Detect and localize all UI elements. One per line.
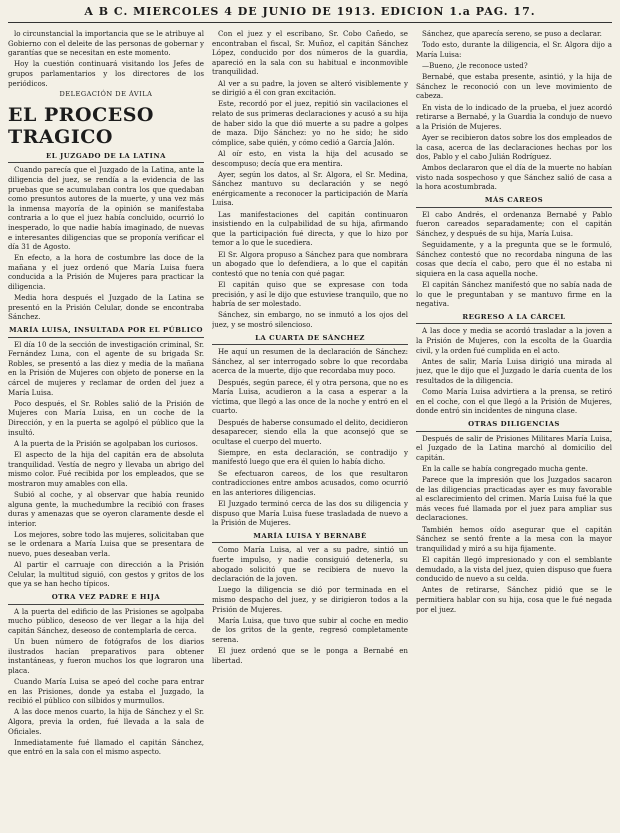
paragraph: Después de haberse consumado el delito, decidieron desaparecer, siendo ella la que aconsejó que se ocultase el cuerpo del muerto. — [212, 417, 408, 446]
paragraph: El día 10 de la sección de investigación criminal, Sr. Fernández Luna, con el agente de su brigada Sr. Robles, se presentó a las diez y media de la mañana en la Prisión de Mujeres con objeto de ponerse en la cárcel de mujeres y reclamar de orden del juez a María Luisa. — [8, 339, 204, 397]
paragraph: El juez ordenó que se le ponga a Bernabé en libertad. — [212, 646, 408, 665]
paragraph: Como María Luisa, al ver a su padre, sintió un fuerte impulso, y nadie consiguió detenerla, su abogado solicitó que se recibiera de nuevo la declaración de la joven. — [212, 545, 408, 584]
paragraph: Antes de retirarse, Sánchez pidió que se le permitiera hablar con su hija, cosa que le fué negada por el juez. — [416, 585, 612, 614]
section-subheading: MARÍA LUISA, INSULTADA POR EL PÚBLICO — [8, 326, 204, 338]
paragraph: Con el juez y el escribano, Sr. Cobo Cañedo, se encontraban el fiscal, Sr. Muñoz, el capitán Sánchez López, conducido por dos números de la guardia, apareció en la sala con su habitual e inconmovible tranquilidad. — [212, 29, 408, 77]
paragraph: Subió al coche, y al observar que había reunido alguna gente, la muchedumbre la recibió con frases duras y amenazas que se oyeron claramente desde el interior. — [8, 489, 204, 528]
paragraph: Un buen número de fotógrafos de los diarios ilustrados hacían preparativos para obtener instantáneas, y fueron muchos los que lograron una placa. — [8, 637, 204, 675]
columns — [8, 29, 612, 829]
paragraph: Cuando María Luisa se apeó del coche para entrar en las Prisiones, donde ya estaba el Juzgado, la recibió el público con silbidos y murmullos. — [8, 676, 204, 706]
section-subheading: REGRESO A LA CÁRCEL — [416, 313, 612, 325]
paragraph: Hoy la cuestión continuará visitando los Jefes de grupos parlamentarios y los directores de los periódicos. — [8, 59, 204, 88]
paragraph: El capitán llegó impresionado y con el semblante demudado, a la vista del juez, quien dispuso que fuera conducido de nuevo a su celda. — [416, 555, 612, 584]
paragraph: Después, según parece, él y otra persona, que no es María Luisa, acudieron a la casa a esperar a la víctima, que llegó a las once de la noche y entró en el cuarto. — [212, 377, 408, 416]
section-subheading: MÁS CAREOS — [416, 196, 612, 208]
paragraph: Luego la diligencia se dió por terminada en el mismo despacho del juez, y se dirigieron todos a la Prisión de Mujeres. — [212, 585, 408, 614]
paragraph: A la puerta del edificio de las Prisiones se agolpaba mucho público, deseoso de ver llegar a la hija del capitán Sánchez, deseoso de contemplarla de cerca. — [8, 606, 204, 635]
paragraph: Ayer, según los datos, al Sr. Algora, el Sr. Medina, Sánchez mantuvo su declaración y se negó enérgicamente a reconocer la participación de María Luisa. — [212, 169, 408, 208]
paragraph: En vista de lo indicado de la prueba, el juez acordó retirarse a Bernabé, y la Guardia la condujo de nuevo a la Prisión de Mujeres. — [416, 102, 612, 131]
paragraph: Las manifestaciones del capitán continuaron insistiendo en la culpabilidad de su hija, afirmando que la participación fué directa, y que lo hizo por temor a lo que le sucediera. — [212, 209, 408, 248]
section-subheading: MARÍA LUISA Y BERNABÉ — [212, 532, 408, 544]
article-headline: EL PROCESO TRAGICO — [8, 103, 154, 148]
paragraph: Ambos declararon que el día de la muerte no habían visto nada sospechoso y que Sánchez salió de casa a la hora acostumbrada. — [416, 163, 612, 192]
paragraph: He aquí un resumen de la declaración de Sánchez: Sánchez, al ser interrogado sobre lo que recordaba acerca de la muerte, dijo que recordaba muy poco. — [212, 347, 408, 376]
paragraph: A la puerta de la Prisión se agolpaban los curiosos. — [14, 438, 198, 448]
section-subheading: EL JUZGADO DE LA LATINA — [8, 152, 204, 164]
paragraph: El Sr. Algora propuso a Sánchez para que nombrara un abogado que lo defendiera, a lo que el capitán contestó que no tenía con qué pagar. — [212, 249, 408, 278]
paragraph: Como María Luisa advirtiera a la prensa, se retiró en el coche, con el que llegó a la Prisión de Mujeres, donde entró sin incidentes de ninguna clase. — [416, 387, 612, 416]
paragraph: Los mejores, sobre todo las mujeres, solicitaban que se le ordenara a María Luisa que se presentara de nuevo, pues deseaban verla. — [8, 529, 204, 559]
paragraph: María Luisa, que tuvo que subir al coche en medio de los gritos de la gente, regresó completamente serena. — [212, 615, 408, 644]
paragraph: Cuando parecía que el Juzgado de la Latina, ante la diligencia del juez, se rendía a la evidencia de las pruebas que se acumulaban contra los que quedaban como presuntos autores de la muerte, y una vez más la inmensa mayoría de la opinión se manifestaba contraria a lo que el juez había concluido, ocurrió lo inesperado, lo que nadie había imaginado, de nuevas e interesantes diligencias que se proponía verificar el día 31 de Agosto. — [8, 165, 204, 252]
paragraph: Ayer se recibieron datos sobre los dos empleados de la casa, acerca de las declaraciones hechas por los dos, Pablo y el cabo Julián Rodríguez. — [416, 132, 612, 162]
paragraph: Al partir el carruaje con dirección a la Prisión Celular, la multitud siguió, con gestos y gritos de los que ya se han hecho típicos. — [8, 560, 204, 589]
paragraph: Todo esto, durante la diligencia, el Sr. Algora dijo a María Luisa: — [416, 40, 612, 59]
paragraph: Media hora después el Juzgado de la Latina se presentó en la Prisión Celular, donde se encontraba Sánchez. — [8, 293, 204, 322]
paragraph: —Bueno, ¿le reconoce usted? — [422, 60, 528, 70]
paragraph: Seguidamente, y a la pregunta que se le formuló, Sánchez contestó que no recordaba ninguna de las cosas que decía el cabo, pero que él no estaba ni siquiera en la casa aquella noche. — [416, 240, 612, 278]
paragraph: Al ver a su padre, la joven se alteró visiblemente y se dirigió a él con gran excitación. — [212, 78, 408, 98]
paragraph: El cabo Andrés, el ordenanza Bernabé y Pablo fueron careados separadamente; con el capitán Sánchez, y después de su hija, María Luisa. — [416, 209, 612, 238]
section-subheading: OTRA VEZ PADRE E HIJA — [8, 593, 204, 605]
paragraph: Después de salir de Prisiones Militares María Luisa, el Juzgado de la Latina marchó al domicilio del capitán. — [416, 433, 612, 462]
paragraph: Inmediatamente fué llamado el capitán Sánchez, que entró en la sala con el mismo aspecto. — [8, 737, 204, 757]
paragraph: Siempre, en esta declaración, se contradijo y manifestó luego que era él quien lo había dicho. — [212, 447, 408, 467]
paragraph: En la calle se había congregado mucha gente. — [422, 463, 588, 473]
paragraph: Este, recordó por el juez, repitió sin vacilaciones el relato de sus primeras declaraciones y acusó a su hija de haber sido la que dió muerte a su padre a golpes de maza. Dijo Sánchez: yo no he sido; he sido cómplice, sabe quién, y cómo cedió a García Jalón. — [212, 99, 408, 147]
paragraph: El capitán Sánchez manifestó que no sabía nada de lo que le preguntaban y se mantuvo firme en la negativa. — [416, 280, 612, 309]
column-1 — [8, 29, 204, 829]
paragraph: Poco después, el Sr. Robles salió de la Prisión de Mujeres con María Luisa, en un coche de la Dirección, y en la puerta se agolpó el público que la insultó. — [8, 398, 204, 437]
paragraph: Se efectuaron careos, de los que resultaron contradicciones entre ambos acusados, como ocurrió en las anteriores diligencias. — [212, 468, 408, 497]
paragraph: Sánchez, sin embargo, no se inmutó a los ojos del juez, y se mostró silencioso. — [212, 310, 408, 329]
paragraph: También hemos oído asegurar que el capitán Sánchez se sentó frente a la mesa con la mayor tranquilidad y miró a su hija fijamente. — [416, 524, 612, 553]
section-subheading: OTRAS DILIGENCIAS — [416, 420, 612, 432]
paragraph: En efecto, a la hora de costumbre las doce de la mañana y el juez ordenó que María Luisa fuera conducida a la Prisión de Mujeres para practicar la diligencia. — [8, 253, 204, 292]
column-2 — [212, 29, 408, 829]
section-rule-label: DELEGACIÓN DE ÁVILA — [59, 90, 153, 99]
paragraph: El capitán quiso que se expresase con toda precisión, y así le dijo que estuviese tranquilo, que no habría de ser molestado. — [212, 280, 408, 309]
page-masthead: A B C. MIERCOLES 4 DE JUNIO DE 1913. EDICION 1.a PAG. 17. — [8, 0, 612, 23]
paragraph: Al oír esto, en vista la hija del acusado se descompuso; decía que era mentira. — [212, 148, 408, 168]
paragraph: lo circunstancial la importancia que se le atribuye al Gobierno con el deleite de las personas de gobernar y garantías que se necesitan en este momento. — [8, 29, 204, 58]
paragraph: A las doce menos cuarto, la hija de Sánchez y el Sr. Algora, previa la orden, fué llevada a la sala de Oficiales. — [8, 707, 204, 736]
paragraph: Bernabé, que estaba presente, asintió, y la hija de Sánchez le reconoció con un leve movimiento de cabeza. — [416, 72, 612, 101]
paragraph: A las doce y media se acordó trasladar a la joven a la Prisión de Mujeres, con la escolta de la Guardia civil, y la orden fué cumplida en el acto. — [416, 326, 612, 355]
column-3 — [416, 29, 612, 829]
paragraph: El Juzgado terminó cerca de las dos su diligencia y dispuso que María Luisa fuese trasladada de nuevo a la Prisión de Mujeres. — [212, 499, 408, 528]
section-subheading: LA CUARTA DE SÁNCHEZ — [212, 334, 408, 346]
paragraph: Sánchez, que aparecía sereno, se puso a declarar. — [422, 29, 602, 38]
paragraph: El aspecto de la hija del capitán era de absoluta tranquilidad. Vestía de negro y llevaba un abrigo del mismo color. Fué recibida por los empleados, que se mostraron muy amables con ella. — [8, 449, 204, 488]
paragraph: Antes de salir, María Luisa dirigió una mirada al juez, que le dijo que el Juzgado le daría cuenta de los resultados de la diligencia. — [416, 356, 612, 385]
paragraph: Parece que la impresión que los Juzgados sacaron de las diligencias practicadas ayer es muy favorable al esclarecimiento del crimen. María Luisa fué la que más veces fué llamada por el juez para ampliar sus declaraciones. — [416, 475, 612, 523]
